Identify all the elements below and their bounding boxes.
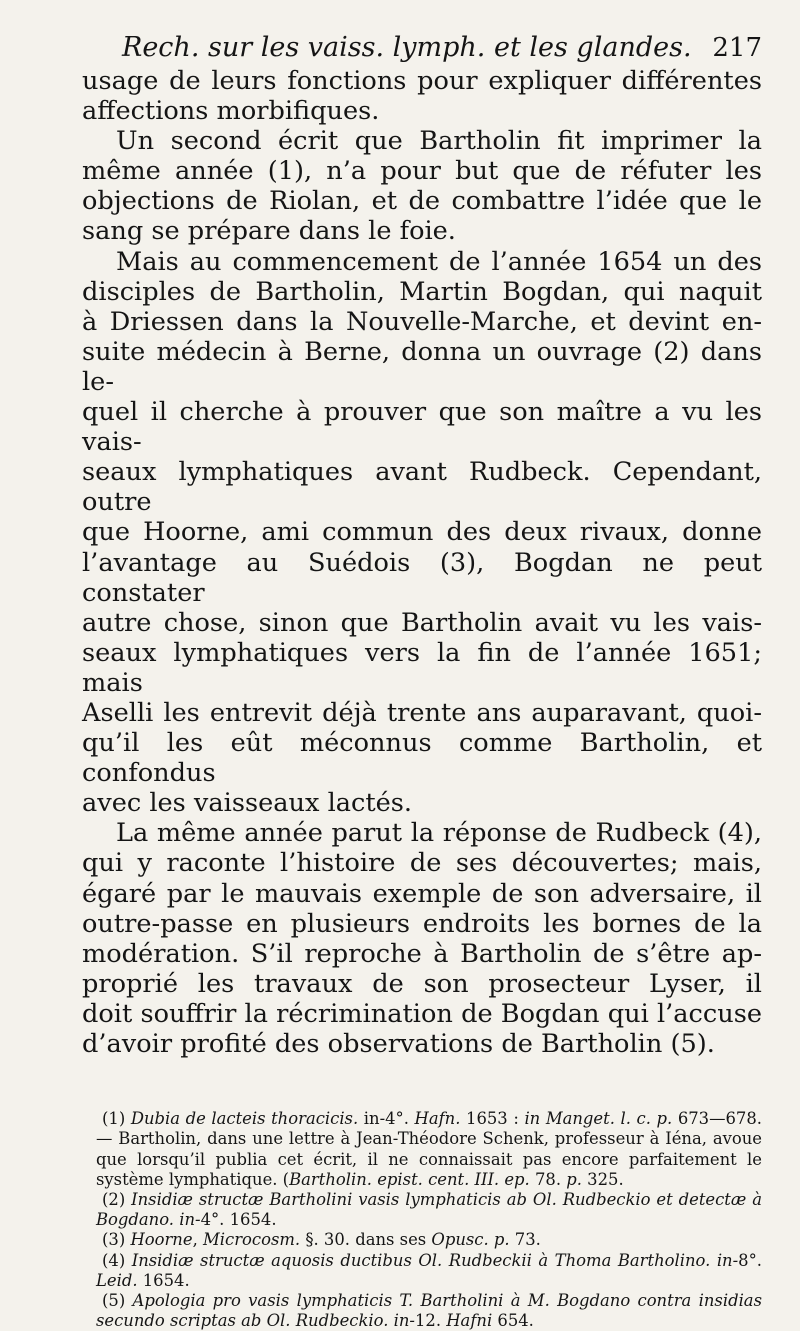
text-line: qui y raconte l’histoire de ses découvertes; mais, (82, 848, 762, 879)
footnote-4: (4) Insidiæ structæ aquosis ductibus Ol. Rudbeckii à Thoma Bartholino. in-8°. Leid. 1654. (96, 1250, 762, 1290)
text-line: que Hoorne, ami commun des deux rivaux, donne (82, 517, 762, 548)
text-line: égaré par le mauvais exemple de son adversaire, il (82, 878, 762, 909)
text-line: avec les vaisseaux lactés. (82, 788, 413, 819)
text-line: usage de leurs fonctions pour expliquer différentes (82, 66, 762, 96)
text-line: seaux lymphatiques vers la fin de l’année 1651; mais (82, 637, 762, 698)
text-line: à Driessen dans la Nouvelle-Marche, et devint en- (82, 306, 762, 337)
page-number: 217 (712, 33, 762, 63)
text-line: Un second écrit que Bartholin fit imprimer la (116, 126, 762, 157)
text-line: même année (1), n’a pour but que de réfuter les (82, 156, 762, 187)
text-line: autre chose, sinon que Bartholin avait vu les vais- (82, 607, 762, 638)
running-head (82, 30, 762, 66)
footnote-3: (3) Hoorne, Microcosm. §. 30. dans ses Opusc. p. 73. (102, 1230, 541, 1250)
text-line: Aselli les entrevit déjà trente ans auparavant, quoi- (82, 697, 762, 728)
text-line: Mais au commencement de l’année 1654 un des (116, 246, 762, 277)
text-line: modération. S’il reproche à Bartholin de s’être ap- (82, 938, 762, 969)
text-line: affections morbifiques. (82, 96, 380, 127)
body-text (82, 66, 762, 1059)
text-line: l’avantage au Suédois (3), Bogdan ne peut constater (82, 547, 762, 608)
text-line: doit souffrir la récrimination de Bogdan qui l’accuse (82, 998, 762, 1029)
footnote-2: (2) Insidiæ structæ Bartholini vasis lymphaticis ab Ol. Rudbeckio et detectæ à Bogdano. in-4°. 1654. (96, 1189, 762, 1230)
text-line: sang se prépare dans le foie. (82, 216, 456, 247)
text-line: seaux lymphatiques avant Rudbeck. Cependant, outre (82, 457, 762, 518)
text-line: La même année parut la réponse de Rudbeck (4), (116, 818, 762, 849)
text-line: objections de Riolan, et de combattre l’idée que le (82, 186, 762, 217)
footnote-5: (5) Apologia pro vasis lymphaticis T. Bartholini à M. Bogdano contra insidias secundo scriptas ab Ol. Rudbeckio. in-12. Hafni 654. (96, 1290, 762, 1331)
footnote-1: (1) Dubia de lacteis thoracicis. in-4°. Hafn. 1653 : in Manget. l. c. p. 673—678. — Bartholin, dans une lettre à Jean-Théodore Schenk, professeur à Iéna, avoue que lorsqu’il publia cet écrit, il ne connaissait pas encore parfaitement le système lymphatique. (Bartholin. epist. cent. III. ep. 78. p. 325. (96, 1109, 762, 1189)
text-line: quel il cherche à prouver que son maître a vu les vais- (82, 397, 762, 458)
text-line: suite médecin à Berne, donna un ouvrage (2) dans le- (82, 336, 762, 397)
text-line: proprié les travaux de son prosecteur Lyser, il (82, 968, 762, 999)
text-line: d’avoir profité des observations de Bartholin (5). (82, 1029, 715, 1059)
text-line: outre-passe en plusieurs endroits les bornes de la (82, 908, 762, 939)
text-line: qu’il les eût méconnus comme Bartholin, et confondus (82, 728, 762, 789)
running-head-title: Rech. sur les vaiss. lymph. et les glandes. (122, 32, 692, 63)
footnotes (82, 1109, 762, 1331)
text-line: disciples de Bartholin, Martin Bogdan, qui naquit (82, 276, 762, 307)
